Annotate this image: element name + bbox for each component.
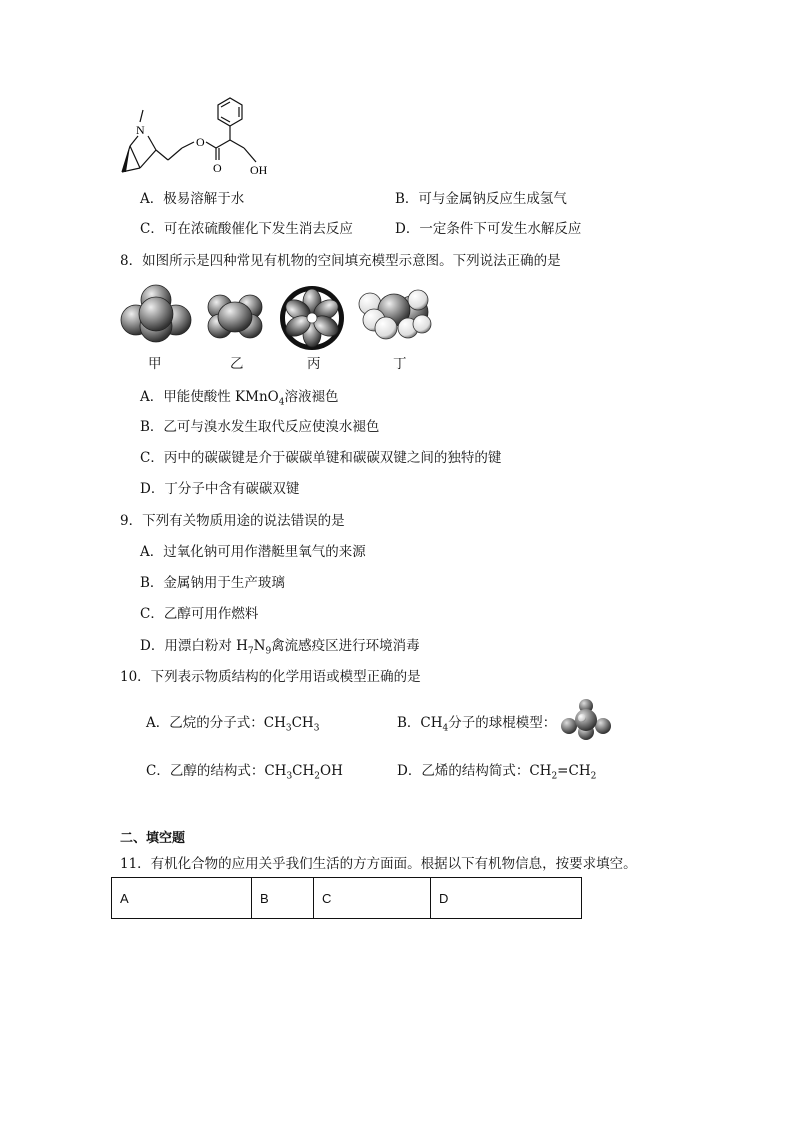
table-row [112, 878, 582, 919]
ethanol-model [359, 290, 431, 339]
benzene-model [280, 286, 344, 350]
q8-option-a: A．甲能使酸性 KMnO$_4$溶液褪色 [140, 389, 339, 408]
model-label-jia: 甲 [148, 356, 162, 372]
q9-option-c: C．乙醇可用作燃料 [140, 606, 259, 622]
model-label-bing: 丙 [307, 356, 321, 372]
q11-stem: 11．有机化合物的应用关乎我们生活的方方面面。根据以下有机物信息，按要求填空。 [120, 856, 637, 872]
q7-molecule-structure [110, 92, 280, 180]
q7-option-b: B．可与金属钠反应生成氢气 [395, 191, 567, 207]
q9-option-a: A．过氧化钠可用作潜艇里氧气的来源 [140, 544, 366, 560]
section-title: 二、填空题 [120, 831, 186, 846]
q8-stem: 8．如图所示是四种常见有机物的空间填充模型示意图。下列说法正确的是 [120, 253, 561, 269]
ethylene-model [208, 295, 262, 338]
q8-space-filling-models [112, 280, 442, 350]
q8-option-c: C．丙中的碳碳键是介于碳碳单键和碳碳双键之间的独特的键 [140, 450, 502, 466]
q8-option-b: B．乙可与溴水发生取代反应使溴水褪色 [140, 419, 380, 435]
ch4-ball-stick-model [560, 698, 612, 742]
q10-option-a: A．乙烷的分子式：$CH_3CH_3$ [146, 715, 320, 734]
q11-info-table [111, 877, 582, 919]
q10-option-d: D．乙烯的结构简式：$CH_2=CH_2$ [397, 763, 597, 782]
model-label-ding: 丁 [393, 356, 407, 372]
ester-oxygen-label: O [196, 135, 205, 149]
q10-stem: 10．下列表示物质结构的化学用语或模型正确的是 [120, 669, 421, 685]
methane-model [121, 285, 191, 342]
q8-option-d: D．丁分子中含有碳碳双键 [140, 481, 300, 497]
q10-option-b: B．$CH_4$分子的球棍模型： [397, 715, 557, 734]
table-header-a: A [112, 878, 252, 919]
nitrogen-label: N [136, 123, 145, 137]
q7-option-c: C．可在浓硫酸催化下发生消去反应 [140, 221, 353, 237]
carbonyl-oxygen-label: O [213, 161, 222, 175]
table-header-b: B [252, 878, 314, 919]
q9-option-b: B．金属钠用于生产玻璃 [140, 575, 285, 591]
q7-option-a: A．极易溶解于水 [140, 191, 245, 207]
table-header-c: C [314, 878, 431, 919]
hydroxyl-label: OH [250, 163, 268, 177]
model-label-yi: 乙 [230, 356, 244, 372]
q7-option-d: D．一定条件下可发生水解反应 [395, 221, 582, 237]
q9-stem: 9．下列有关物质用途的说法错误的是 [120, 513, 345, 529]
q10-option-c: C．乙醇的结构式：$CH_3CH_2OH$ [146, 763, 343, 782]
q9-option-d: D．用漂白粉对 $H_7N_9$禽流感疫区进行环境消毒 [140, 638, 420, 657]
table-header-d: D [431, 878, 582, 919]
